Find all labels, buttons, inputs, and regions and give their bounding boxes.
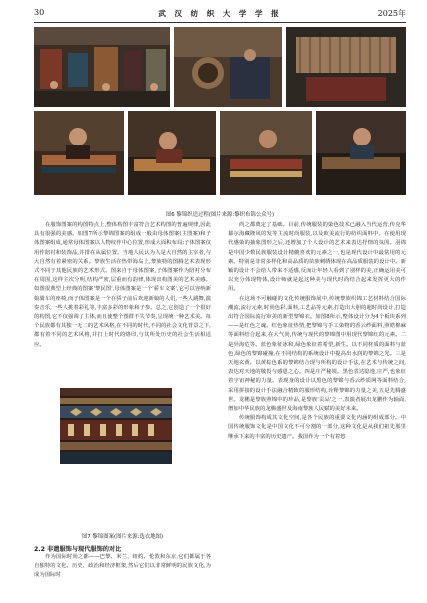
photo-loom-closeup: [286, 27, 406, 107]
paragraph: 在服饰图案的构图特点上,整体构图丰富符合艺术构图的普遍规律,因此具有很强的美感。如图7所示黎锦图案的组成一般由母体图案(主图案)和子体图案组成,通常母体图案以人物纹作中心位置,形成大面积布局;子体图案仅用作陪衬和装饰品,并排在从属位置。当地人民认为人是大自然的主宰者,与大自然有着紧密的关系。黎族生活在热带海岛上,黎族特的图腾艺术表现形式不同于其他民族的艺术形式。图来自于母体图案,子体图案作为陪衬分布在周围,这样主次分明,结构严密,层重而有韵律,体现出构图美的艺术美感。如图很典型上经典的图案'黎民图',母体图案是一个'骄车文案',它可以容纳新娘骑车的座椅,而子体图案是一个在骄子前后欢迎新娘的人们,一些人跳舞,演奏音乐,一些人挑着彩礼等,丰富多彩的形象和子参。总之,它创造了一个很好的构图,它不仅强调了主体,而且使整个图群不失节奏,呈现统一种艺术美。每个民族都有其独一无二的艺术风格,在不同的时代,不同的社会文化背景之下,都有着不同的艺术风格,并打上时代的烙印,与其所处历史的社会生活相适应。: [34, 222, 211, 348]
figure-6-weaving-photos: [34, 27, 406, 207]
photo-weaver-1: [34, 111, 124, 195]
figure-6-caption: 图6 黎锦织造过程(图片来源:黎织布锦公众号): [165, 212, 275, 218]
paragraph: 传统服饰构成其文化空间,是各个民族的重要文化内涵的组成部分。中国传统服饰文化是中国文化不可分割的一部分,这种文化是从我们祖先那里继承下来的丰富的历史遗产。我国作为一个有着悠: [228, 415, 406, 440]
weaver-2-image: [128, 111, 216, 195]
figure-7-brocade-pattern: [60, 388, 172, 464]
left-column-body: [34, 221, 211, 385]
photo-weaver-3: [220, 111, 312, 195]
right-column-body: [228, 221, 406, 597]
paragraph: 尚之都奠定了基础。目前,传统服装的染色技术已融入当代运营,传克华幕尔海藏隆风的发等主流时尚服装,以及欧美流行的纺织面料中。在使用现代感染的抽象图形之后,还增加了个人设计的艺术来表达抒情的氛围。羽绵是中国少数民族服装设计精髓喜欢的元素之一,也是现代设计中最常用的元素。特别是非常多样化和高品质的苗族刺绣体现在高品质服装的设计中。新颖的设计不会给人带来不适感,反而让年轻人看到了别样的美,正确运用美可以充分体现物体,设计师就是起这种美与现代时尚结合起来发挥更大的作用。: [228, 222, 406, 293]
running-header: [34, 8, 406, 23]
journal-year: 2025年: [377, 9, 406, 18]
weaver-4-image: [316, 111, 406, 195]
page-number: 30: [34, 8, 45, 17]
section-heading: 2.2 非遗服饰与现代服饰的对比: [34, 546, 122, 553]
photo-weaver-2: [128, 111, 216, 195]
looms-hall-image: [34, 27, 170, 107]
weaver-1-image: [34, 111, 124, 195]
photo-weaver-4: [316, 111, 406, 195]
journal-title: 武 汉 纺 织 大 学 学 报: [158, 9, 282, 18]
photo-spinning: [174, 27, 282, 107]
figure-7-caption: 图7 黎锦图案(图片来源:选衣地图): [81, 534, 164, 540]
paragraph: 作为国际时尚之都——巴黎、米兰、纽约、伦敦和东京,它们都属于各自独特的文化、历史、政治和经济框架,然后它们以非常鲜明的民族文化,为成为国际时: [34, 554, 211, 579]
photo-looms-hall: [34, 27, 170, 107]
spinning-image: [174, 27, 282, 107]
loom-closeup-image: [286, 27, 406, 107]
weaver-3-image: [220, 111, 312, 195]
paragraph: 在这场不可触碰的文化传统服饰展中,传统黎族织锦工艺材料结合国际潮流,流行元素,时尚色彩,面料,工艺品等元素,打造出大胆的超时尚设计,打造出符合国际流行审美的新型黎锦衣。如图8所示,整体设计分为4个板块系列——是红色之魂。红色象征热情,把黎锦与手工染物的香云纱面料,照皓棉麻等面料结合起来,在大气尚,传统与现代的黎锦图中用现代黎锦红的元素。二是异海危等。蓝色象征冰和,绿色象征着希望,新生。以不同材质的面料与蓝色,绿色的黎锦碰撞,在不同结构的系统设计中提高出水润的黎锦之光。三是天地玄黄。以黄棕色系的黎锦结合现与所构的设计手法,在艺术与传统之间,表达对天地的敬畏与感恩之心。四是庄严秘境。黑色表达隐逸,庄严,也象征着宇宙神秘的力量。表现身的设计以黑色的黎锦与香云纱质网等面料结合,采用拼接的设计手法融合精致的服形结构,诠释黎锦的力量之美,五是先腾盛世。龙鹏是黎族照锦中的珍品,是黎族'贡品'之一,表演者展出龙鹏作为轴面,增加中华民族的龙腾盛世及海南黎族人民赋的美好未来。: [228, 295, 406, 413]
brocade-image: [60, 388, 172, 464]
left-column-bottom: [34, 553, 211, 599]
